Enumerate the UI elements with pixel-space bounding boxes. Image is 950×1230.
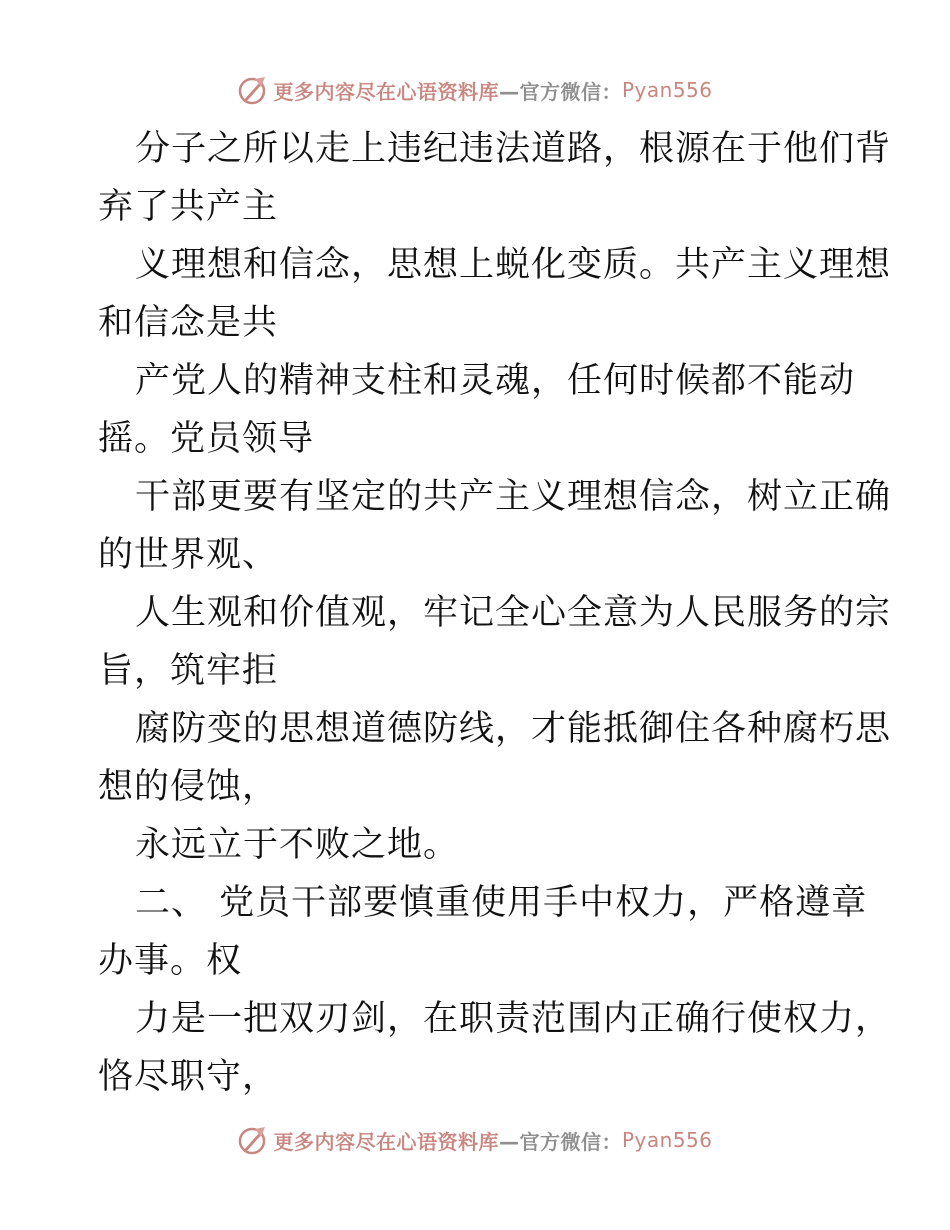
banner-text-wechat-id: Pyan556 [621, 78, 713, 102]
quill-logo-icon [237, 1125, 267, 1155]
text-line: 和信念是共 [98, 303, 279, 343]
document-body [98, 120, 892, 1106]
banner-text-primary: 更多内容尽在心语资料库 [273, 1129, 499, 1154]
banner-text-wechat-label: —官方微信： [498, 79, 622, 104]
text-line: 产党人的精神支柱和灵魂，任何时候都不能动 [135, 361, 856, 401]
text-line: 义理想和信念，思想上蜕化变质。共产主义理想 [135, 245, 892, 285]
section-heading-line: 二、 党员干部要慎重使用手中权力，严格遵章 [135, 883, 868, 923]
text-line: 腐防变的思想道德防线，才能抵御住各种腐朽思 [135, 709, 892, 749]
text-line: 干部更要有坚定的共产主义理想信念，树立正确 [135, 477, 892, 517]
text-line: 分子之所以走上违纪违法道路，根源在于他们背 [135, 129, 892, 169]
text-line: 想的侵蚀， [98, 767, 279, 807]
banner-text-wechat-id: Pyan556 [621, 1128, 713, 1152]
header-banner [0, 70, 950, 110]
text-line: 弃了共产主 [98, 187, 279, 227]
text-line: 永远立于不败之地。 [135, 825, 460, 865]
text-line: 摇。党员领导 [98, 419, 315, 459]
banner-text-primary: 更多内容尽在心语资料库 [273, 79, 499, 104]
banner-text-wechat-label: —官方微信： [498, 1129, 622, 1154]
text-line: 的世界观、 [98, 535, 279, 575]
quill-logo-icon [237, 75, 267, 105]
text-line: 恪尽职守， [98, 1057, 279, 1097]
text-line: 人生观和价值观，牢记全心全意为人民服务的宗 [135, 593, 892, 633]
text-line: 力是一把双刃剑，在职责范围内正确行使权力， [135, 999, 892, 1039]
text-line: 办事。权 [98, 941, 243, 981]
footer-banner [0, 1120, 950, 1160]
text-line: 旨，筑牢拒 [98, 651, 279, 691]
